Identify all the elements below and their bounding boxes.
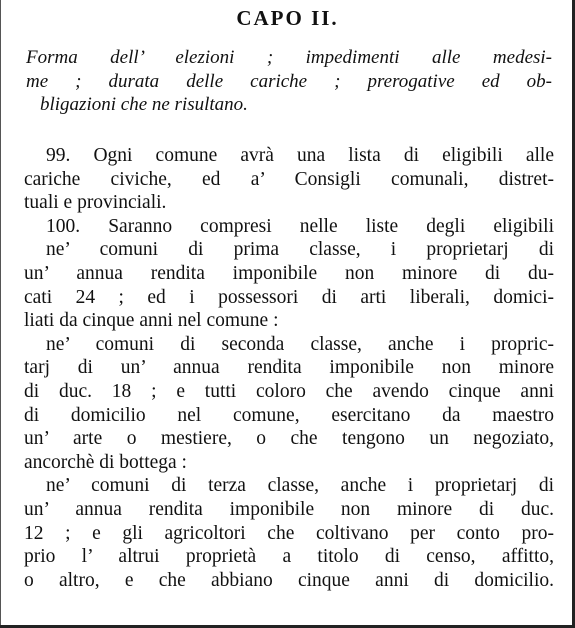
text-line: un’ arte o mestiere, o che tengono un negoziato, (24, 428, 554, 450)
text-line: cati 24 ; ed i possessori di arti liberali, domici- (24, 286, 554, 308)
text-line: ancorchè di bottega : (24, 451, 187, 473)
text-line: o altro, e che abbiano cinque anni di domicilio. (24, 569, 554, 591)
text-line: di duc. 18 ; e tutti coloro che avendo cinque anni (24, 380, 554, 402)
subtitle-line: Forma dell’ elezioni ; impedimenti alle medesi- (26, 47, 552, 68)
text-line: liati da cinque anni nel comune : (24, 310, 279, 332)
text-line: cariche civiche, ed a’ Consigli comunali, distret- (24, 168, 554, 190)
text-line: 12 ; e gli agricoltori che coltivano per conto pro- (24, 522, 554, 544)
text-line: 100. Saranno compresi nelle liste degli eligibili (46, 215, 554, 237)
text-line: ne’ comuni di terza classe, anche i proprietarj di (46, 475, 554, 497)
subtitle-line: bligazioni che ne risultano. (40, 94, 248, 116)
article-text (24, 144, 554, 592)
page-border-left (0, 0, 1, 628)
text-line: 99. Ogni comune avrà una lista di eligibili alle (46, 145, 554, 166)
chapter-heading: CAPO II. (236, 6, 339, 30)
subtitle-line: me ; durata delle cariche ; prerogative ed ob- (26, 70, 552, 92)
text-line: di domicilio nel comune, esercitano da maestro (24, 404, 554, 426)
text-line: un’ annua rendita imponibile non minore di duc. (24, 498, 554, 520)
text-line: ne’ comuni di seconda classe, anche i propric- (46, 333, 554, 355)
text-line: un’ annua rendita imponibile non minore di du- (24, 262, 554, 284)
text-line: tarj di un’ annua rendita imponibile non minore (24, 357, 554, 379)
chapter-subtitle (26, 46, 552, 117)
text-line: prio l’ altrui proprietà a titolo di censo, affitto, (24, 546, 554, 568)
text-line: ne’ comuni di prima classe, i proprietarj di (46, 239, 554, 261)
text-line: tuali e provinciali. (24, 192, 167, 214)
